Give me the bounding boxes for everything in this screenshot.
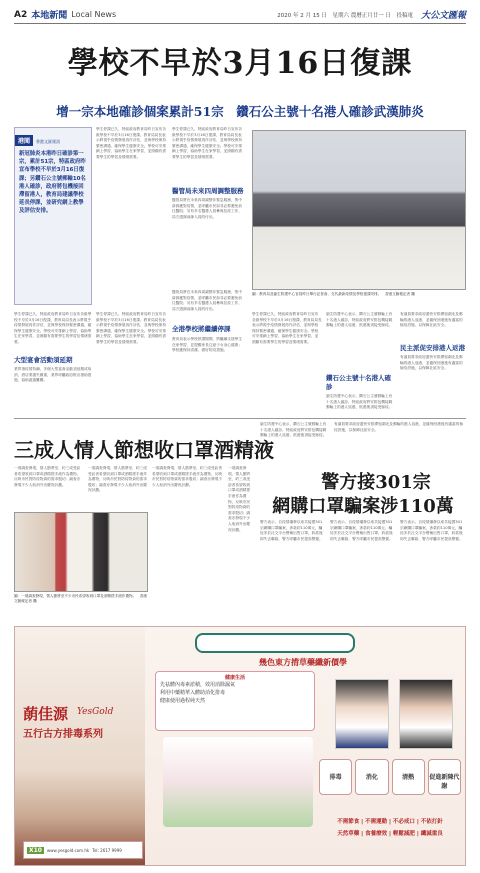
ad-doctor1 <box>335 679 389 749</box>
col4-intro: 衞生防護中心表示，鑽石公主號郵輪上有十名港人確診，特區政府將安排包機接載郵輪上的港人返港，抵港後須接受檢疫。 <box>326 312 393 328</box>
story2-side: 衞生防護中心表示，鑽石公主號郵輪上有十名港人確診，特區政府將安排包機接載郵輪上的港人返港，抵港後須接受檢疫。 <box>260 422 327 438</box>
press-conference-photo <box>252 130 466 290</box>
ad-btn-3: 清熱 <box>392 759 425 795</box>
col1-body: 學生停課已久，特區政府教育局昨日宣布各級學校不早於3月16日復課，教育局局長表示將視乎疫情發展再作評估，並與學校保持緊密溝通，確保學生健康安全。學校可安排網上學習，協助學生在家學習，並照顧有需要學生的學習及情緒需要。 <box>14 312 92 344</box>
ad-series: 五行古方排毒系列 <box>23 729 103 740</box>
story3-body2: 警方表示，自疫情爆發以來共接獲301宗網購口罩騙案，涉款約110萬元，騙徒多於社交平台聲稱出售口罩，收款後即失去聯絡，警方呼籲市民提高警覺。 <box>330 520 393 541</box>
summary-text: 新冠肺炎本港昨日確診第一宗，累計51宗，特區政府昨宣布學校不早於3月16日復課；另鑽石公主號郵輪10名港人確診，政府將包機接回滯留港人，教育局建議學校延長停課，並研究網上教學及評估安排。 <box>19 151 86 215</box>
col2-intro: 學生停課已久，特區政府教育局昨日宣布各級學校不早於3月16日復課，教育局局長表示將視乎疫情發展再作評估，並與學校保持緊密溝通，確保學生健康安全。學校可安排網上學習，協助學生在家學習，並照顧有需要學生的學習及情緒需要。 <box>172 127 243 159</box>
ad-brand-en: YesGold <box>77 707 114 717</box>
ad-footer-1: 不需節食 | 不需運動 | 不必戒口 | 不依打針 <box>337 819 443 825</box>
main-headline: 學校不早於3月16日復課 <box>67 46 413 81</box>
col3a-body: 業界指疫情持續，多個大型宴會活動須延期或取消，酒店業損失嚴重，業界呼籲政府推出援助措施，協助渡過難關。 <box>14 367 92 383</box>
ad-phone: Tel: 2617 9999 <box>92 847 122 853</box>
ad-box-title: 健康生活 <box>224 675 245 681</box>
col5-intro: 有議員要求政府盡快安排滯留湖北及郵輪的港人返港，並確保回港後有適當的檢疫設施，以保障社區安全。 <box>400 312 463 328</box>
ad-point-2: 利用中藥精華入體助消化排毒 <box>160 690 226 696</box>
col3b-heading: 全港學校將繼續停課 <box>172 325 231 333</box>
ad-site: www.yesgold.com.hk <box>46 847 90 853</box>
ad-btn-2: 消化 <box>355 759 388 795</box>
summary-tag: 港聞 <box>15 135 33 146</box>
ad-slogan: 幾色東方揹草藥纖新價學 <box>259 657 347 667</box>
ad-btn-1: 排毒 <box>319 759 352 795</box>
page-header <box>14 6 466 24</box>
story3-headline2: 網購口罩騙案涉110萬 <box>272 496 454 517</box>
ad-badge: X10 <box>29 846 42 854</box>
story2-lead2: 一項調查發現，情人節將至，約三成受訪者希望收到口罩或酒精搓手液作為禮物，反映市民對防疫物資的需求殷切；調查亦發現不少人取消外出慶祝計劃。 <box>88 466 147 493</box>
story3-body3: 警方表示，自疫情爆發以來共接獲301宗網購口罩騙案，涉款約110萬元，騙徒多於社交平台聲稱出售口罩，收款後即失去聯絡，警方呼籲市民提高警覺。 <box>400 520 463 541</box>
story2-photo-caption: 圖：一項調查發現，情人節將至不少市民希望收到口罩及酒精搓手液作禮物。 香港文匯報記者 攝 <box>14 594 147 603</box>
col2-heading: 醫管局未來四周調整服務 <box>172 187 244 195</box>
ad-crest <box>195 633 355 653</box>
col2-cont: 醫管局將在未來四周調整非緊急服務，集中資源應對疫情，並呼籲市民如非必要避免前往醫院；另有多名醫護人員參與抗疫工作，局方感謝前線人員的付出。 <box>172 290 243 311</box>
col5-body: 有議員要求政府盡快安排滯留湖北及郵輪的港人返港，並確保回港後有適當的檢疫設施，以保障社區安全。 <box>400 355 463 371</box>
ad-footer-2: 天然草藥 | 食養療效 | 輕鬆減肥 | 纖減重良 <box>337 831 443 837</box>
advertisement <box>14 626 466 866</box>
story3-headline1: 警方接301宗 <box>321 472 431 493</box>
ad-model-image <box>15 627 145 865</box>
col2-body: 醫管局將在未來四周調整非緊急服務，集中資源應對疫情，並呼籲市民如非必要避免前往醫院；另有多名醫護人員參與抗疫工作，局方感謝前線人員的付出。 <box>172 198 243 219</box>
ad-product-image <box>163 737 313 827</box>
valentine-photo <box>14 512 148 592</box>
section-name: 本地新聞 <box>31 11 68 21</box>
story2-headline: 三成人情人節想收口罩酒精液 <box>14 438 274 462</box>
section-code: A2 <box>14 9 28 20</box>
col5-heading: 民主派促安排港人返港 <box>400 344 465 352</box>
story3-body1: 警方表示，自疫情爆發以來共接獲301宗網購口罩騙案，涉款約110萬元，騙徒多於社交平台聲稱出售口罩，收款後即失去聯絡，警方呼籲市民提高警覺。 <box>260 520 323 541</box>
story2-body: 一項調查發現，情人節將至，約三成受訪者希望收到口罩或酒精搓手液作為禮物，反映市民對防疫物資的需求殷切；調查亦發現不少人取消外出慶祝計劃。 <box>152 466 223 487</box>
story2-lead: 一項調查發現，情人節將至，約三成受訪者希望收到口罩或酒精搓手液作為禮物，反映市民對防疫物資的需求殷切；調查亦發現不少人取消外出慶祝計劃。 <box>14 466 81 487</box>
story2-body-cont: 一項調查發現，情人節將至，約三成受訪者希望收到口罩或酒精搓手液作為禮物，反映市民對防疫物資的需求殷切；調查亦發現不少人取消外出慶祝計劃。 <box>228 466 251 532</box>
col3a-heading: 大型宴會活動須延期 <box>14 356 73 364</box>
issue-date: 2020 年 2 月 15 日 星期六 農曆正月廿一 日 投稿電 <box>277 12 413 19</box>
lead-article: 學生停課已久，特區政府教育局昨日宣布各級學校不早於3月16日復課，教育局局長表示將視乎疫情發展再作評估，並與學校保持緊密溝通，確保學生健康安全。學校可安排網上學習，協助學生在家學習，並照顧有需要學生的學習及情緒需要。 <box>96 127 167 159</box>
divider <box>14 418 466 419</box>
col3b-body: 教育局表示學校停課期間，將繼續支援學生在家學習，並提醒家長注意子女身心健康；學校應保持清潔，做好防疫措施。 <box>172 337 243 353</box>
col4-heading: 鑽石公主號十名港人確診 <box>326 374 391 391</box>
newspaper-logo: 大公文匯報 <box>420 11 466 21</box>
story2-side2: 有議員要求政府盡快安排滯留湖北及郵輪的港人返港，並確保回港後有適當的檢疫設施，以保障社區安全。 <box>334 422 464 432</box>
summary-source: 香港文匯報訊 <box>36 139 61 144</box>
ad-point-1: 先祛體內毒素淤積，效用消除濕氣 <box>160 682 236 688</box>
photo-caption: 圖：教育局及衞生防護中心官員昨日舉行記者會，交代最新疫情及學校復課安排。 香港文匯報記者 攝 <box>252 292 415 296</box>
sub-headline: 增一宗本地確診個案累計51宗 鑽石公主號十名港人確診武漢肺炎 <box>56 104 424 119</box>
section-en: Local News <box>71 10 117 19</box>
ad-point-3: 健康使用過程純天然 <box>160 698 206 704</box>
col-b-body: 學生停課已久，特區政府教育局昨日宣布各級學校不早於3月16日復課，教育局局長表示將視乎疫情發展再作評估，並與學校保持緊密溝通，確保學生健康安全。學校可安排網上學習，協助學生在家學習，並照顧有需要學生的學習及情緒需要。 <box>252 312 322 344</box>
summary-box <box>14 127 92 305</box>
col4-body: 衞生防護中心表示，鑽石公主號郵輪上有十名港人確診，特區政府將安排包機接載郵輪上的港人返港，抵港後須接受檢疫。 <box>326 394 393 410</box>
ad-doctor2 <box>399 679 453 749</box>
col-a-body: 學生停課已久，特區政府教育局昨日宣布各級學校不早於3月16日復課，教育局局長表示將視乎疫情發展再作評估，並與學校保持緊密溝通，確保學生健康安全。學校可安排網上學習，協助學生在家學習，並照顧有需要學生的學習及情緒需要。 <box>96 312 167 344</box>
ad-brand: 蓢佳源 <box>23 705 69 723</box>
ad-btn-4: 促進新陳代謝 <box>428 759 461 795</box>
